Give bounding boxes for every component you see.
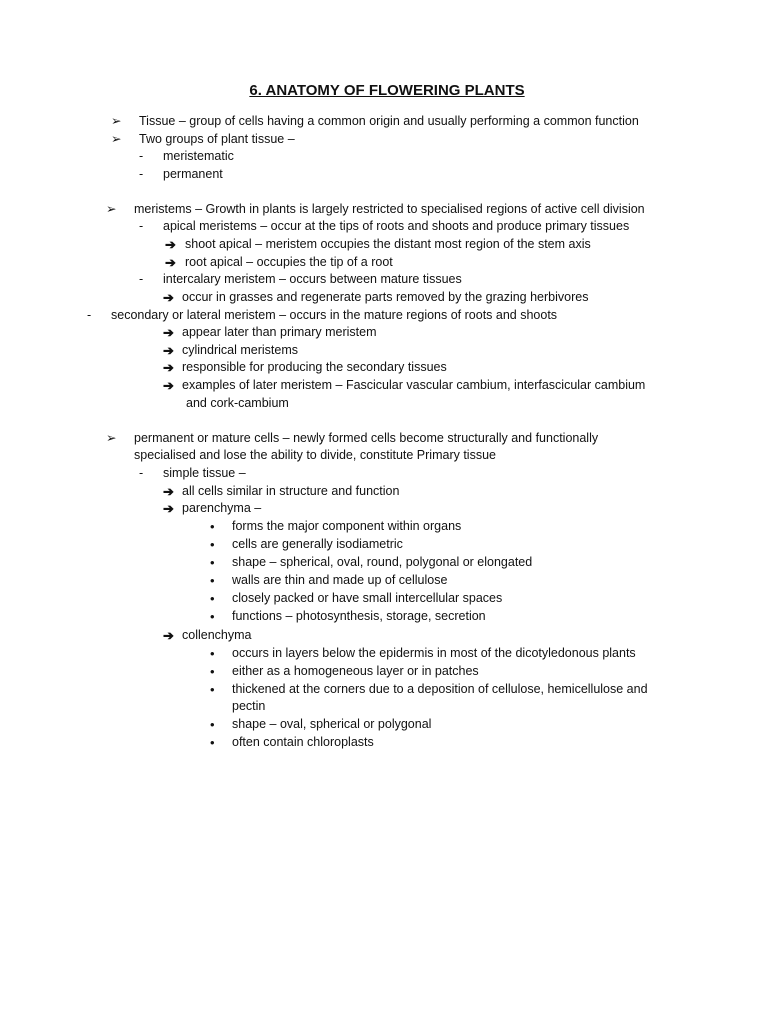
bullet-icon: • <box>210 682 215 697</box>
parenchyma-point: shape – spherical, oval, round, polygonal or elongated <box>232 555 533 569</box>
arrow-icon: ➔ <box>163 325 174 340</box>
meristems-heading: meristems – Growth in plants is largely restricted to specialised regions of active cell division <box>134 202 645 216</box>
arrow-icon: ➔ <box>163 343 174 358</box>
collenchyma-point: occurs in layers below the epidermis in most of the dicotyledonous plants <box>232 646 636 660</box>
collenchyma-point-continuation: pectin <box>232 699 266 713</box>
arrow-icon: ➔ <box>165 255 176 270</box>
dash-marker: - <box>139 149 144 163</box>
chevron-icon: ➢ <box>106 202 117 216</box>
bullet-icon: • <box>210 591 215 606</box>
apical-item: root apical – occupies the tip of a root <box>185 255 393 269</box>
intercalary-meristem: intercalary meristem – occurs between mature tissues <box>163 272 462 286</box>
intro-tissue-definition: Tissue – group of cells having a common origin and usually performing a common function <box>139 114 639 128</box>
bullet-icon: • <box>210 609 215 624</box>
parenchyma-point: closely packed or have small intercellular spaces <box>232 591 503 605</box>
parenchyma-point: functions – photosynthesis, storage, secretion <box>232 609 486 623</box>
parenchyma-point: walls are thin and made up of cellulose <box>232 573 448 587</box>
bullet-icon: • <box>210 555 215 570</box>
secondary-item: examples of later meristem – Fascicular vascular cambium, interfascicular cambium <box>182 378 646 392</box>
arrow-icon: ➔ <box>165 237 176 252</box>
arrow-icon: ➔ <box>163 501 174 516</box>
bullet-icon: • <box>210 519 215 534</box>
collenchyma-point: often contain chloroplasts <box>232 735 374 749</box>
secondary-meristem: secondary or lateral meristem – occurs in the mature regions of roots and shoots <box>111 308 558 322</box>
collenchyma-point: either as a homogeneous layer or in patches <box>232 664 479 678</box>
permanent-heading-continuation: specialised and lose the ability to divide, constitute Primary tissue <box>134 448 496 462</box>
collenchyma-point: thickened at the corners due to a deposition of cellulose, hemicellulose and <box>232 682 648 696</box>
bullet-icon: • <box>210 664 215 679</box>
bullet-icon: • <box>210 537 215 552</box>
group-item: permanent <box>163 167 223 181</box>
group-item: meristematic <box>163 149 234 163</box>
dash-marker: - <box>139 466 144 480</box>
arrow-icon: ➔ <box>163 290 174 305</box>
permanent-heading: permanent or mature cells – newly formed cells become structurally and functionally <box>134 431 599 445</box>
bullet-icon: • <box>210 573 215 588</box>
intro-two-groups: Two groups of plant tissue – <box>139 132 295 146</box>
parenchyma-heading: parenchyma – <box>182 501 262 515</box>
parenchyma-point: cells are generally isodiametric <box>232 537 403 551</box>
arrow-icon: ➔ <box>163 360 174 375</box>
arrow-icon: ➔ <box>163 484 174 499</box>
parenchyma-point: forms the major component within organs <box>232 519 462 533</box>
bullet-icon: • <box>210 646 215 661</box>
chevron-icon: ➢ <box>111 132 122 146</box>
secondary-item: responsible for producing the secondary tissues <box>182 360 447 374</box>
chevron-icon: ➢ <box>106 431 117 445</box>
simple-tissue: simple tissue – <box>163 466 246 480</box>
bullet-icon: • <box>210 735 215 750</box>
collenchyma-heading: collenchyma <box>182 628 252 642</box>
page-title: 6. ANATOMY OF FLOWERING PLANTS <box>249 82 525 99</box>
chevron-icon: ➢ <box>111 114 122 128</box>
dash-marker: - <box>87 308 92 322</box>
arrow-icon: ➔ <box>163 628 174 643</box>
collenchyma-point: shape – oval, spherical or polygonal <box>232 717 432 731</box>
secondary-item-continuation: and cork-cambium <box>186 396 289 410</box>
simple-tissue-item: all cells similar in structure and function <box>182 484 400 498</box>
dash-marker: - <box>139 219 144 233</box>
secondary-item: appear later than primary meristem <box>182 325 377 339</box>
arrow-icon: ➔ <box>163 378 174 393</box>
secondary-item: cylindrical meristems <box>182 343 298 357</box>
dash-marker: - <box>139 272 144 286</box>
intercalary-item: occur in grasses and regenerate parts removed by the grazing herbivores <box>182 290 589 304</box>
bullet-icon: • <box>210 717 215 732</box>
apical-item: shoot apical – meristem occupies the distant most region of the stem axis <box>185 237 591 251</box>
apical-meristems: apical meristems – occur at the tips of roots and shoots and produce primary tissues <box>163 219 630 233</box>
dash-marker: - <box>139 167 144 181</box>
